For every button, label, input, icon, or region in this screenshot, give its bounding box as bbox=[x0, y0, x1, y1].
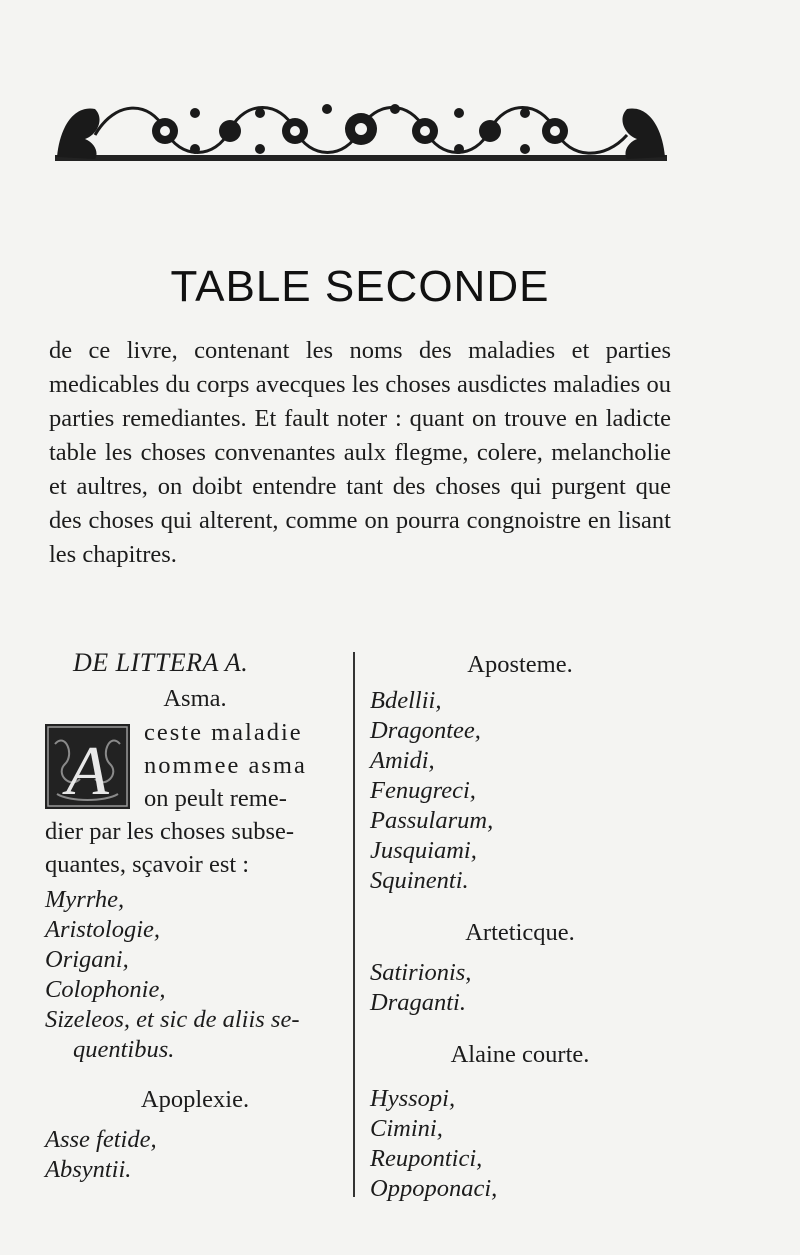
list-item: Aristologie, bbox=[45, 916, 161, 943]
para-line: dier par les choses subse- bbox=[45, 818, 295, 845]
intro-paragraph: de ce livre, contenant les noms des maladies et parties medicables du corps avecques les choses ausdictes maladies ou parties remediantes. Et fault noter : quant on trouve en ladicte table les choses convenantes aulx flegme, colere, melancholie et aultres, on doibt entendre tant des choses qui purgent que des choses qui alterent, comme on pourra congnoistre en lisant les chapitres. bbox=[49, 337, 671, 568]
asma-paragraph bbox=[45, 716, 345, 881]
list-item: Jusquiami, bbox=[370, 837, 477, 864]
list-item: Satirionis, bbox=[370, 959, 472, 986]
para-line: nommee asma bbox=[144, 752, 307, 779]
para-line: on peult reme- bbox=[144, 785, 287, 812]
ornamental-banner bbox=[55, 95, 667, 173]
left-column bbox=[45, 648, 345, 1185]
list-item: Amidi, bbox=[370, 747, 435, 774]
list-item: Squinenti. bbox=[370, 867, 469, 894]
section-heading-alaine-courte: Alaine courte. bbox=[450, 1041, 590, 1068]
list-item: Bdellii, bbox=[370, 687, 442, 714]
list-item: Dragontee, bbox=[370, 717, 481, 744]
drop-cap-letter: A bbox=[66, 733, 109, 809]
list-item: Oppoponaci, bbox=[370, 1175, 498, 1202]
list-item: quentibus. bbox=[73, 1036, 175, 1063]
section-heading-aposteme: Aposteme. bbox=[467, 651, 573, 678]
list-item: Absyntii. bbox=[45, 1156, 132, 1183]
letter-heading: DE LITTERA A. bbox=[73, 648, 249, 677]
column-divider bbox=[353, 652, 355, 1197]
para-line: quantes, sçavoir est : bbox=[45, 851, 250, 878]
list-item: Colophonie, bbox=[45, 976, 166, 1003]
drop-cap-ornament bbox=[45, 724, 130, 809]
list-item: Reupontici, bbox=[370, 1145, 483, 1172]
list-item: Sizeleos, et sic de aliis se- bbox=[45, 1006, 300, 1033]
list-item: Cimini, bbox=[370, 1115, 443, 1142]
list-item: Fenugreci, bbox=[370, 777, 476, 804]
section-heading-arteticque: Arteticque. bbox=[465, 919, 575, 946]
page-title: TABLE SECONDE bbox=[170, 262, 550, 311]
list-item: Asse fetide, bbox=[45, 1126, 157, 1153]
right-column bbox=[370, 648, 670, 1204]
list-item: Hyssopi, bbox=[370, 1085, 456, 1112]
list-item: Passularum, bbox=[370, 807, 494, 834]
list-item: Origani, bbox=[45, 946, 129, 973]
list-item: Myrrhe, bbox=[45, 886, 125, 913]
section-heading-asma: Asma. bbox=[163, 685, 227, 712]
list-item: Draganti. bbox=[370, 989, 466, 1016]
para-line: ceste maladie bbox=[144, 719, 303, 746]
section-heading-apoplexie: Apoplexie. bbox=[140, 1086, 250, 1113]
